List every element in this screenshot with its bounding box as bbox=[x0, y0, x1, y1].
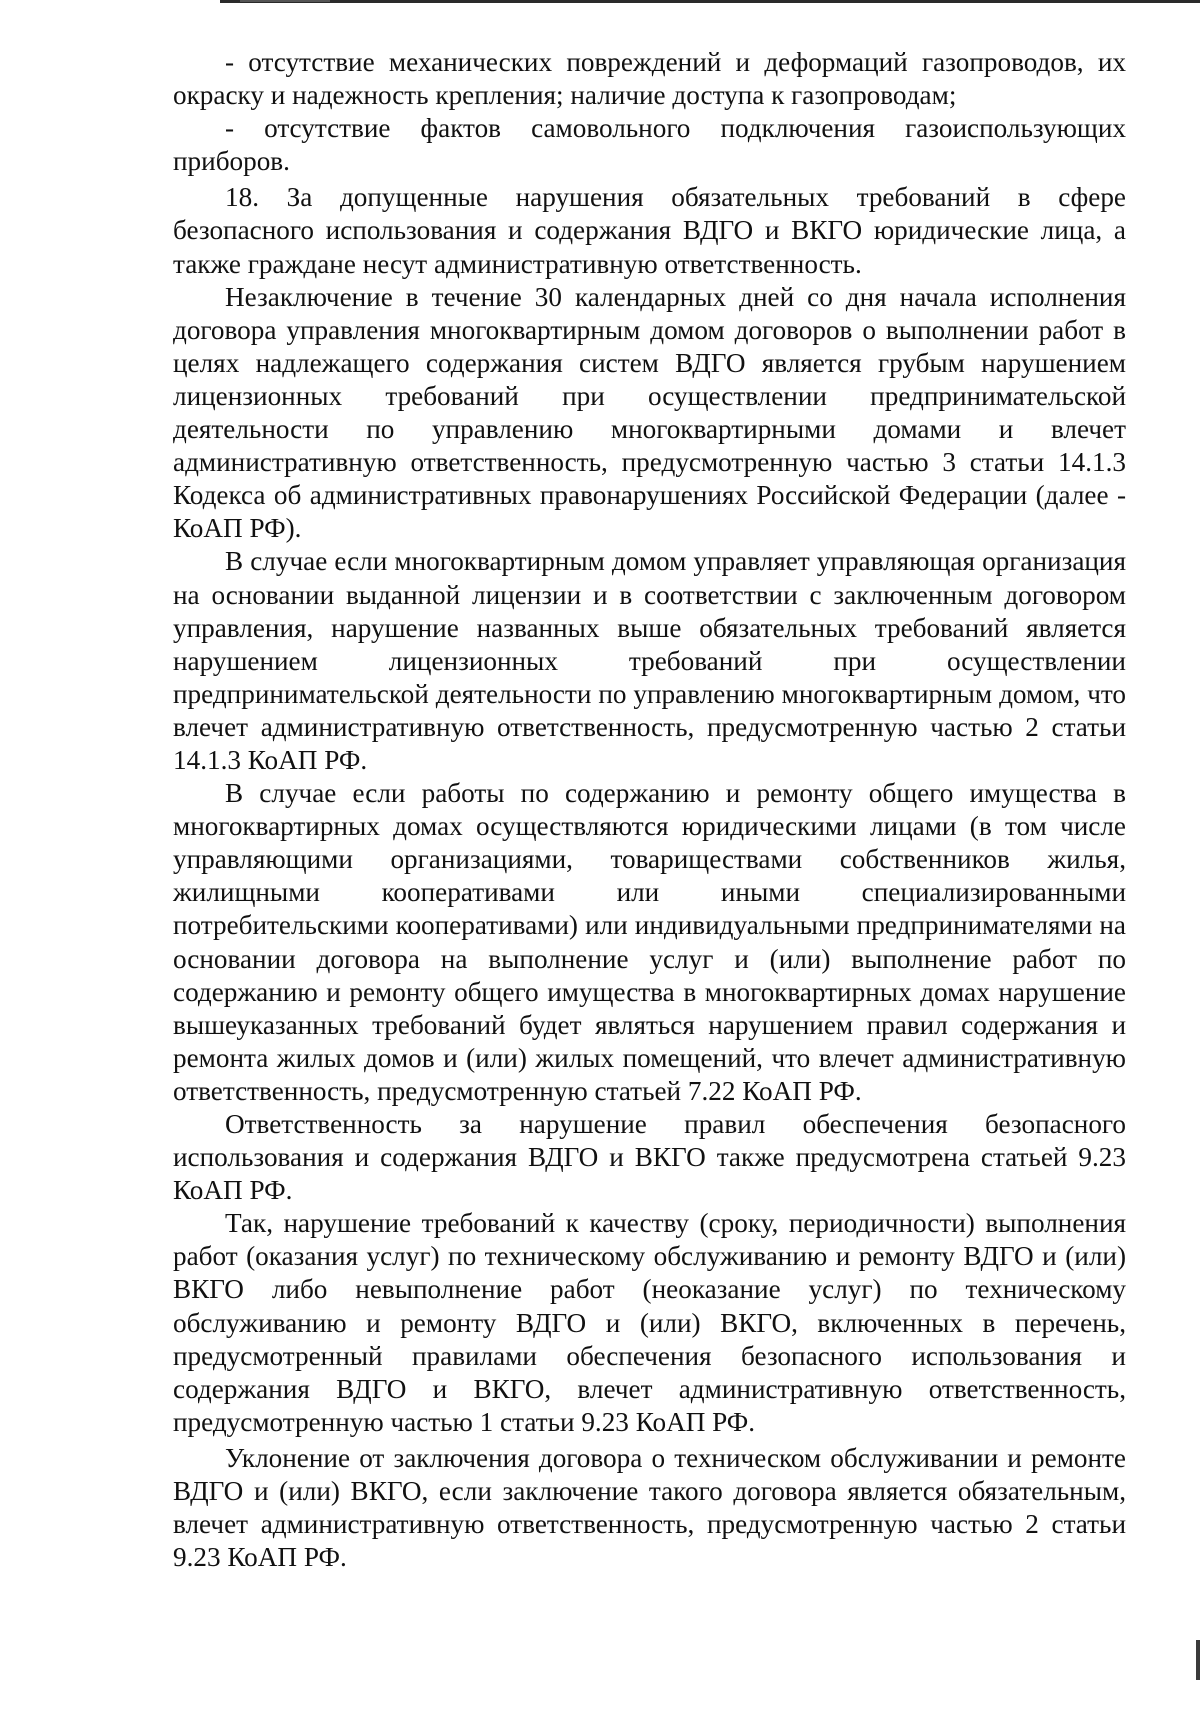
paragraph-licensed-organization: В случае если многоквартирным домом управляет управляющая организация на основании выданной лицензии и в соответствии с заключенным договором управления, нарушение названных выше обязательных требований является нарушением лицензионных требований при осуществлении предпринимательской деятельности по управлению многоквартирным домом, что влечет административную ответственность, предусмотренную частью 2 статьи 14.1.3 КоАП РФ. bbox=[173, 546, 1126, 775]
document-body bbox=[173, 46, 1126, 1574]
paragraph-item-18: 18. За допущенные нарушения обязательных требований в сфере безопасного использования и содержания ВДГО и ВКГО юридические лица, а также граждане несут административную ответственность. bbox=[173, 182, 1126, 279]
paragraph-contract-evasion: Уклонение от заключения договора о техническом обслуживании и ремонте ВДГО и (или) ВКГО, если заключение такого договора является обязательным, влечет административную ответственность, предусмотренную частью 2 статьи 9.23 КоАП РФ. bbox=[173, 1442, 1126, 1573]
paragraph-bullet-unauthorized-connection: - отсутствие фактов самовольного подключения газоиспользующих приборов. bbox=[173, 113, 1126, 177]
paragraph-quality-violation: Так, нарушение требований к качеству (сроку, периодичности) выполнения работ (оказания услуг) по техническому обслуживанию и ремонту ВДГО и (или) ВКГО либо невыполнение работ (неоказание услуг) по техническому обслуживанию и ремонту ВДГО и (или) ВКГО, включенных в перечень, предусмотренный правилами обеспечения безопасного использования и содержания ВДГО и ВКГО, влечет административную ответственность, предусмотренную частью 1 статьи 9.23 КоАП РФ. bbox=[173, 1208, 1126, 1437]
scan-top-edge-fragment bbox=[240, 0, 330, 2]
paragraph-non-conclusion: Незаключение в течение 30 календарных дней со дня начала исполнения договора управления многоквартирным домом договоров о выполнении работ в целях надлежащего содержания систем ВДГО является грубым нарушением лицензионных требований при осуществлении предпринимательской деятельности по управлению многоквартирными домами и влечет административную ответственность, предусмотренную частью 3 статьи 14.1.3 Кодекса об административных правонарушениях Российской Федерации (далее - КоАП РФ). bbox=[173, 281, 1126, 544]
scan-right-edge-mark bbox=[1196, 1640, 1200, 1680]
paragraph-maintenance-works: В случае если работы по содержанию и ремонту общего имущества в многоквартирных домах осуществляются юридическими лицами (в том числе управляющими организациями, товариществами собственников жилья, жилищными кооперативами или иными специализированными потребительскими кооперативами) или индивидуальными предпринимателями на основании договора на выполнение услуг и (или) выполнение работ по содержанию и ремонту общего имущества в многоквартирных домах нарушение вышеуказанных требований будет являться нарушением правил содержания и ремонта жилых домов и (или) жилых помещений, что влечет административную ответственность, предусмотренную статьей 7.22 КоАП РФ. bbox=[173, 778, 1126, 1106]
scan-top-edge bbox=[220, 0, 1200, 3]
paragraph-article-9-23: Ответственность за нарушение правил обеспечения безопасного использования и содержания ВДГО и ВКГО также предусмотрена статьей 9.23 КоАП РФ. bbox=[173, 1109, 1126, 1206]
paragraph-bullet-gas-pipes: - отсутствие механических повреждений и деформаций газопроводов, их окраску и надежность крепления; наличие доступа к газопроводам; bbox=[173, 47, 1126, 111]
